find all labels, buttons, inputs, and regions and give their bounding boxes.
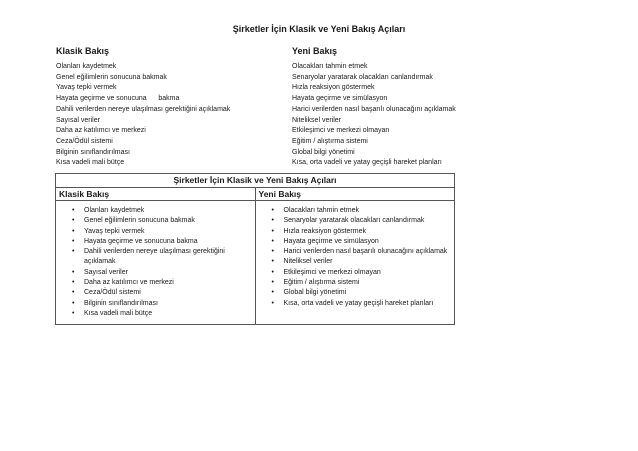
list-item-text: Senaryolar yaratarak olacakları canlandırmak: [283, 217, 425, 225]
list-item-text: Yavaş tepki vermek: [84, 227, 145, 235]
classic-line: Daha az katılımcı ve merkezi: [56, 127, 146, 135]
bullet-icon: •: [271, 268, 274, 276]
list-item-text: Etkileşimci ve merkezi olmayan: [283, 268, 381, 276]
list-item: [272, 299, 451, 309]
classic-heading: Klasik Bakış: [56, 46, 110, 56]
list-item: [72, 247, 251, 268]
list-item-text: Kısa, orta vadeli ve yatay geçişli hareket planları: [283, 299, 434, 307]
classic-line: Bilginin sınıflandırılması: [56, 148, 130, 156]
bullet-icon: •: [271, 217, 274, 225]
classic-line: Yavaş tepki vermek: [56, 84, 117, 92]
bullet-icon: •: [72, 309, 75, 317]
list-item: [72, 309, 251, 319]
table-title: Şirketler İçin Klasik ve Yeni Bakış Açıları: [56, 174, 455, 188]
list-item: [72, 268, 251, 278]
list-item-text: Bilginin sınıflandırılması: [84, 299, 158, 307]
bullet-icon: •: [271, 279, 274, 287]
comparison-table: [55, 173, 455, 325]
list-item: [272, 278, 451, 288]
modern-line: Hayata geçirme ve simülasyon: [292, 95, 388, 103]
modern-line: Etkileşimci ve merkezi olmayan: [292, 127, 390, 135]
bullet-icon: •: [72, 279, 75, 287]
bullet-icon: •: [72, 299, 75, 307]
bullet-icon: •: [271, 227, 274, 235]
modern-line: Global bilgi yönetimi: [292, 148, 355, 156]
list-item: [72, 237, 251, 247]
list-item-text: Hızla reaksiyon göstermek: [283, 227, 366, 235]
modern-column: [292, 46, 532, 169]
classic-line: Sayısal veriler: [56, 116, 100, 124]
modern-heading: Yeni Bakış: [292, 46, 338, 56]
bullet-icon: •: [72, 237, 75, 245]
list-item-text: Sayısal veriler: [84, 268, 128, 276]
modern-line: Kısa, orta vadeli ve yatay geçişli hareket planları: [292, 159, 442, 167]
table-heading-modern: Yeni Bakış: [255, 188, 455, 201]
list-item-text: Hayata geçirme ve simülasyon: [283, 237, 379, 245]
classic-column: [56, 46, 276, 169]
bullet-icon: •: [72, 289, 75, 297]
list-item: [272, 237, 451, 247]
bullet-icon: •: [271, 299, 274, 307]
bullet-icon: •: [72, 207, 75, 214]
list-item-text: Olacakları tahmin etmek: [283, 207, 359, 214]
classic-line: Ceza/Ödül sistemi: [56, 137, 113, 145]
bullet-icon: •: [72, 268, 75, 276]
modern-line: Hızla reaksiyon göstermek: [292, 84, 375, 92]
bullet-icon: •: [271, 207, 274, 214]
list-item-text: Kısa vadeli mali bütçe: [84, 309, 153, 317]
modern-line: Olacakları tahmin etmek: [292, 63, 368, 70]
list-item-text: Dahili verilerden nereye ulaşılması gerektiğini açıklamak: [84, 248, 225, 266]
classic-line: Olanları kaydetmek: [56, 63, 117, 70]
modern-line: Harici verilerden nasıl başarılı olunacağını açıklamak: [292, 105, 456, 113]
modern-line: Senaryolar yaratarak olacakları canlandırmak: [292, 73, 433, 81]
bullet-icon: •: [271, 258, 274, 266]
list-item-text: Eğitim / alıştırma sistemi: [283, 279, 360, 287]
list-item-text: Global bilgi yönetimi: [283, 289, 347, 297]
list-item-text: Olanları kaydetmek: [84, 207, 145, 214]
bullet-icon: •: [72, 217, 75, 225]
page-title: Şirketler İçin Klasik ve Yeni Bakış Açıları: [232, 24, 406, 34]
list-item-text: Genel eğilimlerin sonucuna bakmak: [84, 217, 195, 225]
list-item-text: Daha az katılımcı ve merkezi: [84, 279, 174, 287]
bullet-icon: •: [271, 237, 274, 245]
classic-line: Dahili verilerden nereye ulaşılması gerektiğini açıklamak: [56, 105, 231, 113]
list-item: [272, 206, 451, 216]
bullet-icon: •: [72, 248, 75, 256]
list-item-text: Hayata geçirme ve sonucuna bakma: [84, 237, 198, 245]
list-item: [272, 247, 451, 257]
table-cell-modern: [255, 201, 455, 325]
list-item: [272, 268, 451, 278]
list-item: [72, 206, 251, 216]
list-item: [72, 299, 251, 309]
list-item: [72, 227, 251, 237]
classic-line: Genel eğilimlerin sonucuna bakmak: [56, 73, 167, 81]
table-heading-classic: Klasik Bakış: [56, 188, 256, 201]
list-item: [72, 278, 251, 288]
modern-bullet-list: [256, 201, 455, 314]
table-cell-classic: [56, 201, 256, 325]
modern-line: Niteliksel veriler: [292, 116, 342, 124]
modern-line: Eğitim / alıştırma sistemi: [292, 137, 368, 145]
list-item: [72, 288, 251, 298]
bullet-icon: •: [72, 227, 75, 235]
bullet-icon: •: [271, 248, 274, 256]
list-item: [272, 257, 451, 267]
bullet-icon: •: [271, 289, 274, 297]
classic-bullet-list: [56, 201, 255, 324]
classic-line: Kısa vadeli mali bütçe: [56, 159, 125, 167]
list-item: [272, 288, 451, 298]
list-item-text: Niteliksel veriler: [283, 258, 333, 266]
list-item-text: Ceza/Ödül sistemi: [84, 289, 141, 297]
list-item: [272, 227, 451, 237]
list-item-text: Harici verilerden nasıl başarılı olunacağını açıklamak: [283, 248, 448, 256]
classic-line: Hayata geçirme ve sonucuna bakma: [56, 95, 180, 103]
list-item: [272, 216, 451, 226]
list-item: [72, 216, 251, 226]
